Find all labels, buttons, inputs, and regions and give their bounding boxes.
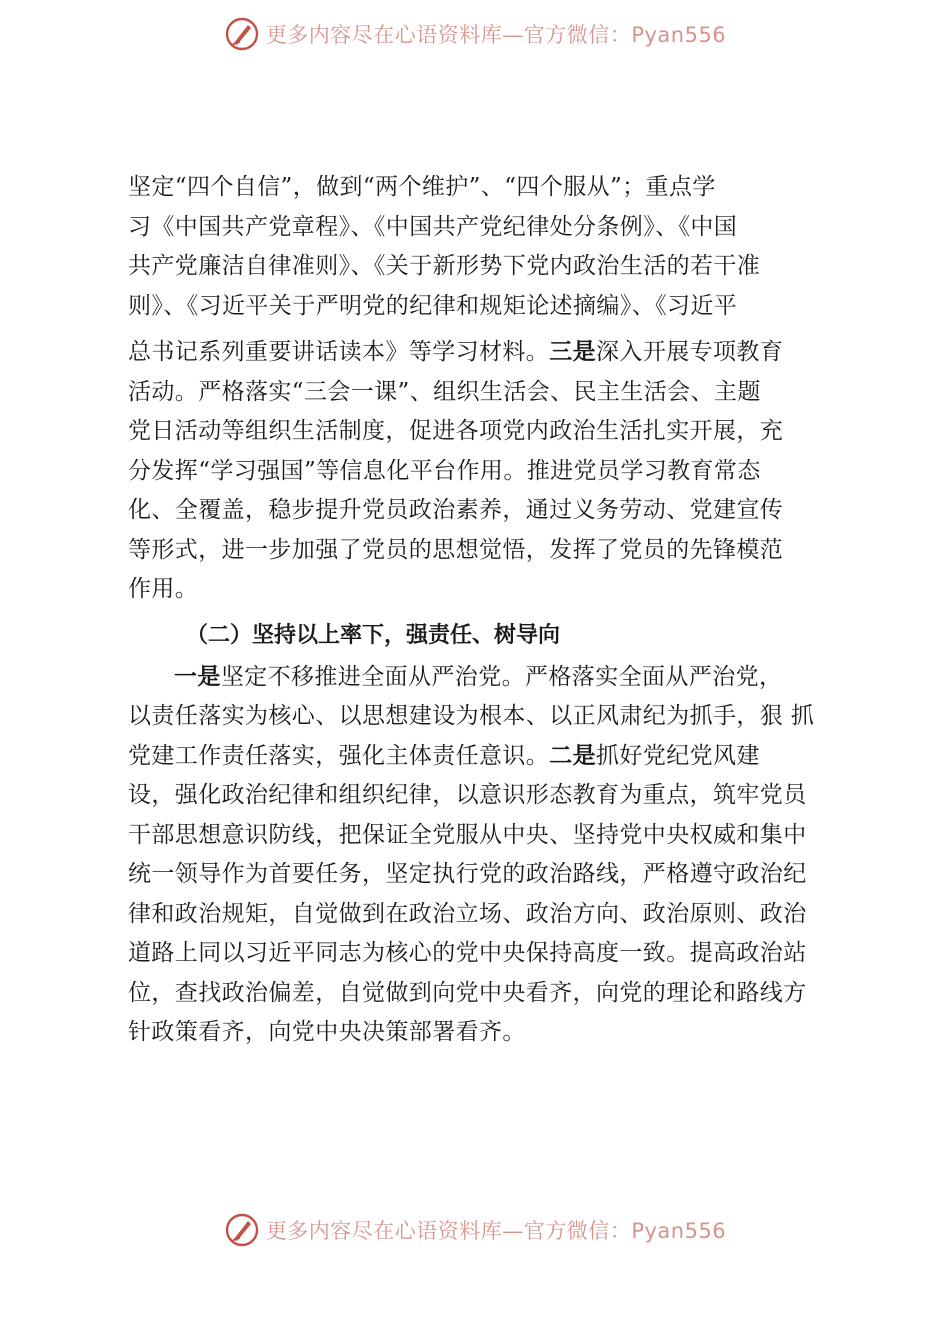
text-line: 作用。 xyxy=(128,576,199,602)
text-line: 党建工作责任落实，强化主体责任意识。二是抓好党纪党风建 xyxy=(128,742,760,769)
text-line: 位，查找政治偏差，自觉做到向党中央看齐，向党的理论和路线方 xyxy=(128,979,807,1006)
text-line: 一是坚定不移推进全面从严治党。严格落实全面从严治党， xyxy=(174,663,783,690)
text-line: 习《中国共产党章程》、《中国共产党纪律处分条例》、《中国 xyxy=(128,213,738,240)
text-line: 设，强化政治纪律和组织纪律，以意识形态教育为重点，筑牢党员 xyxy=(128,782,807,808)
text-line: 活动。严格落实“三会一课”、组织生活会、民主生活会、主题 xyxy=(128,378,761,405)
text-line: 化、全覆盖，稳步提升党员政治素养，通过义务劳动、党建宣传 xyxy=(128,497,784,523)
text-line: 分发挥“学习强国”等信息化平台作用。推进党员学习教育常态 xyxy=(128,457,761,484)
document-body xyxy=(128,168,836,1053)
banner-text: 更多内容尽在心语资料库—官方微信：Pyan556 xyxy=(265,23,727,47)
text-line: 干部思想意识防线，把保证全党服从中央、坚持党中央权威和集中 xyxy=(128,821,807,848)
header-watermark-banner xyxy=(0,12,950,56)
text-line: 以责任落实为核心、以思想建设为根本、以正风肃纪为抓手，狠 抓 xyxy=(128,703,815,729)
text-line: 等形式，进一步加强了党员的思想觉悟，发挥了党员的先锋模范 xyxy=(128,536,784,563)
quill-logo-icon xyxy=(224,1212,260,1248)
footer-watermark-banner xyxy=(0,1208,950,1252)
quill-logo-icon xyxy=(224,16,260,52)
text-line: 律和政治规矩，自觉做到在政治立场、政治方向、政治原则、政治 xyxy=(128,900,807,927)
text-line: 统一领导作为首要任务，坚定执行党的政治路线，严格遵守政治纪 xyxy=(128,861,807,887)
banner-text: 更多内容尽在心语资料库—官方微信：Pyan556 xyxy=(265,1219,727,1243)
text-line: 总书记系列重要讲话读本》等学习材料。三是深入开展专项教育 xyxy=(128,339,784,365)
text-line: 则》、《习近平关于严明党的纪律和规矩论述摘编》、《习近平 xyxy=(128,292,738,319)
text-line: 道路上同以习近平同志为核心的党中央保持高度一致。提高政治站 xyxy=(128,940,807,966)
text-line: 坚定“四个自信”，做到“两个维护”、“四个服从”；重点学 xyxy=(128,174,716,200)
section-heading: （二）坚持以上率下，强责任、树导向 xyxy=(186,622,561,648)
text-line: 共产党廉洁自律准则》、《关于新形势下党内政治生活的若干准 xyxy=(128,253,761,279)
text-line: 针政策看齐，向党中央决策部署看齐。 xyxy=(128,1019,526,1045)
text-line: 党日活动等组织生活制度，促进各项党内政治生活扎实开展，充 xyxy=(128,418,784,444)
